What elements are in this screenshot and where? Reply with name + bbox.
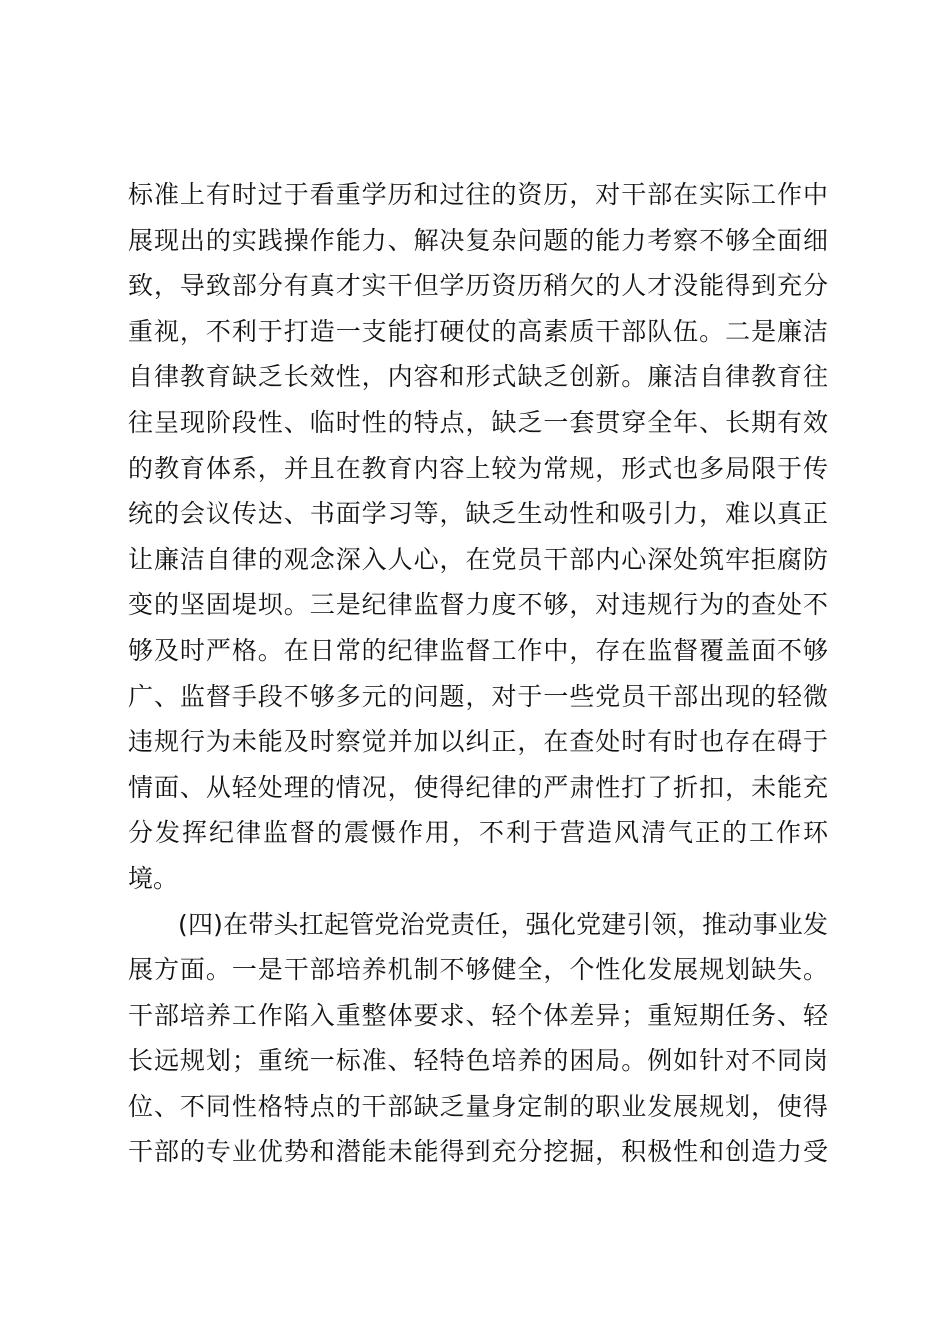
text-line: 分发挥纪律监督的震慑作用，不利于营造风清气正的工作环	[128, 818, 828, 848]
text-line: 情面、从轻处理的情况，使得纪律的严肃性打了折扣，未能充	[128, 772, 828, 802]
paragraph-2	[128, 902, 828, 1176]
text-line: 违规行为未能及时察觉并加以纠正，在查处时有时也存在碍于	[128, 727, 828, 757]
paragraph-1	[128, 172, 828, 902]
text-line: 变的坚固堤坝。三是纪律监督力度不够，对违规行为的查处不	[128, 590, 828, 620]
text-line: (四)在带头扛起管党治党责任，强化党建引领，推动事业发	[178, 909, 828, 939]
text-line: 够及时严格。在日常的纪律监督工作中，存在监督覆盖面不够	[128, 635, 828, 665]
text-line: 长远规划；重统一标准、轻特色培养的困局。例如针对不同岗	[128, 1046, 828, 1076]
text-line: 位、不同性格特点的干部缺乏量身定制的职业发展规划，使得	[128, 1091, 828, 1121]
text-line: 标准上有时过于看重学历和过往的资历，对干部在实际工作中	[128, 180, 828, 209]
text-line: 致，导致部分有真才实干但学历资历稍欠的人才没能得到充分	[128, 271, 828, 301]
text-line: 干部的专业优势和潜能未能得到充分挖掘，积极性和创造力受	[128, 1137, 828, 1167]
text-line: 干部培养工作陷入重整体要求、轻个体差异；重短期任务、轻	[128, 1000, 828, 1030]
text-line: 重视，不利于打造一支能打硬仗的高素质干部队伍。二是廉洁	[128, 316, 828, 346]
text-line: 统的会议传达、书面学习等，缺乏生动性和吸引力，难以真正	[128, 499, 828, 529]
text-line: 自律教育缺乏长效性，内容和形式缺乏创新。廉洁自律教育往	[128, 362, 828, 392]
text-line: 展方面。一是干部培养机制不够健全，个性化发展规划缺失。	[128, 955, 828, 985]
text-line: 境。	[128, 863, 179, 893]
text-line: 展现出的实践操作能力、解决复杂问题的能力考察不够全面细	[128, 225, 828, 255]
text-line: 的教育体系，并且在教育内容上较为常规，形式也多局限于传	[128, 453, 828, 483]
text-line: 让廉洁自律的观念深入人心，在党员干部内心深处筑牢拒腐防	[128, 544, 828, 574]
document-body	[128, 172, 828, 1175]
text-line: 往呈现阶段性、临时性的特点，缺乏一套贯穿全年、长期有效	[128, 407, 828, 437]
text-line: 广、监督手段不够多元的问题，对于一些党员干部出现的轻微	[128, 681, 828, 711]
